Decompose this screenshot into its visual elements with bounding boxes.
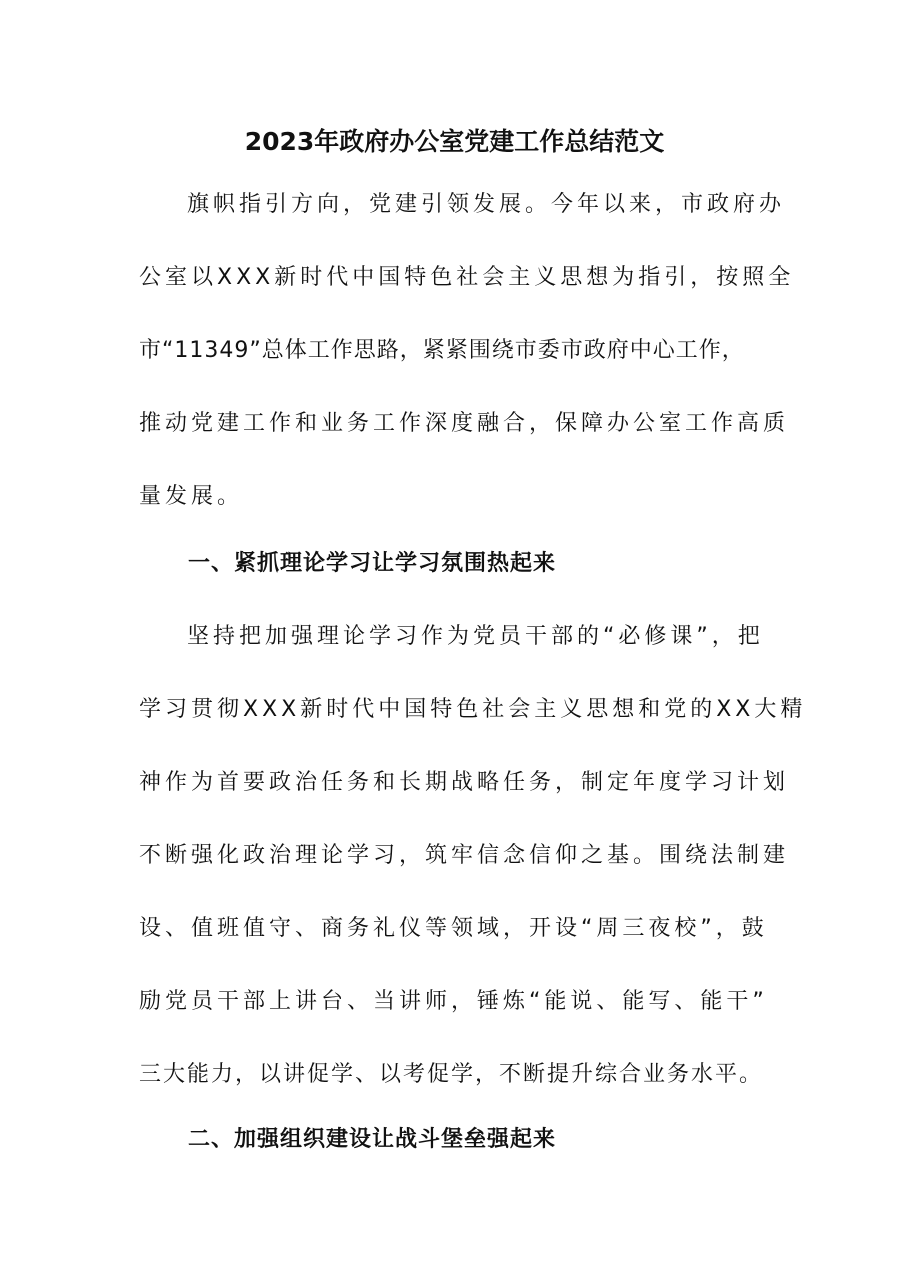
paragraph-line: 坚持把加强理论学习作为党员干部的“必修课”，把 — [187, 624, 764, 649]
paragraph-line: 量发展。 — [139, 484, 244, 509]
section-heading-1: 一、紧抓理论学习让学习氛围热起来 — [188, 551, 557, 576]
paragraph-line: 三大能力，以讲促学、以考促学，不断提升综合业务水平。 — [139, 1062, 764, 1087]
section1-paragraph — [139, 600, 807, 1111]
paragraph-line: 公室以XXX新时代中国特色社会主义思想为指引，按照全 — [139, 265, 795, 290]
paragraph-line: 励党员干部上讲台、当讲师，锤炼“能说、能写、能干” — [139, 989, 768, 1014]
paragraph-line: 旗帜指引方向，党建引领发展。今年以来，市政府办 — [187, 192, 786, 217]
paragraph-line: 市“11349”总体工作思路，紧紧围绕市委市政府中心工作， — [139, 338, 745, 363]
section-heading-2: 二、加强组织建设让战斗堡垒强起来 — [188, 1127, 557, 1152]
paragraph-line: 推动党建工作和业务工作深度融合，保障办公室工作高质 — [139, 411, 790, 436]
paragraph-line: 神作为首要政治任务和长期战略任务，制定年度学习计划 — [139, 770, 790, 795]
paragraph-line: 不断强化政治理论学习，筑牢信念信仰之基。围绕法制建 — [139, 843, 790, 868]
paragraph-line: 学习贯彻XXX新时代中国特色社会主义思想和党的XX大精 — [139, 697, 807, 722]
paragraph-line: 设、值班值守、商务礼仪等领域，开设“周三夜校”，鼓 — [139, 916, 768, 941]
document-title: 2023年政府办公室党建工作总结范文 — [244, 127, 665, 156]
intro-paragraph — [139, 168, 795, 533]
